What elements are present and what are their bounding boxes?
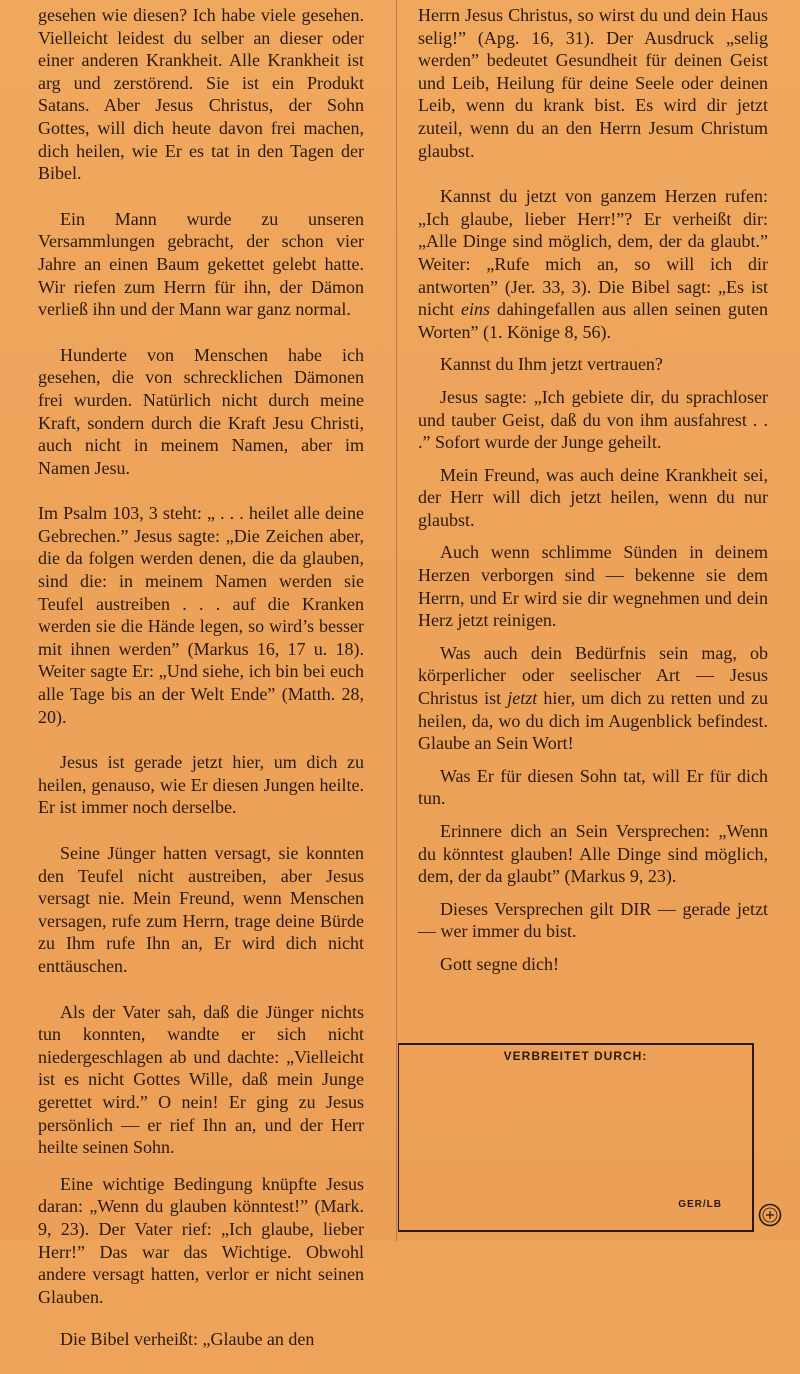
paragraph-text: dahingefallen aus allen seinen guten Worten” (1. Könige 8, 56).	[418, 299, 768, 342]
paragraph: Hunderte von Menschen habe ich gesehen, die von schrecklichen Dämonen frei wurden. Natürlich nicht durch meine Kraft, sondern durch die Kraft Jesu Christi, auch nicht in meinem Namen, aber im Namen Jesu.	[38, 344, 364, 478]
paragraph: Auch wenn schlimme Sünden in deinem Herzen verborgen sind — bekenne sie dem Herrn, und Er wird sie dir wegnehmen und dein Herz jetzt reinigen.	[418, 542, 768, 631]
emphasis: jetzt	[507, 688, 538, 709]
column-divider	[396, 0, 397, 1241]
paragraph-text: Was auch dein Bedürfnis sein mag, ob körperlicher oder seelischer Art — Jesus Christus ist	[418, 642, 768, 709]
right-column	[418, 4, 768, 986]
printer-seal-icon	[758, 1203, 782, 1227]
paragraph: Eine wichtige Bedingung knüpfte Jesus daran: „Wenn du glauben könntest!” (Mark. 9, 23). Der Vater rief: „Ich glaube, lieber Herr!” Das war das Wichtige. Obwohl andere versagt hatten, verlor er nicht seinen Glauben.	[38, 1173, 364, 1307]
paragraph: Ein Mann wurde zu unseren Versammlungen gebracht, der schon vier Jahre an einen Baum gekettet gelebt hatte. Wir riefen zum Herrn für ihn, der Dämon verließ ihn und der Mann war ganz normal.	[38, 208, 364, 320]
paragraph: Im Psalm 103, 3 steht: „ . . . heilet alle deine Gebrechen.” Jesus sagte: „Die Zeichen aber, die da folgen werden denen, die da glauben, sind die: in meinem Namen werden sie Teufel austreiben . . . auf die Kranken werden sie die Hände legen, so wird’s besser mit ihnen werden” (Markus 16, 17 u. 18). Weiter sagte Er: „Und siehe, ich bin bei euch alle Tage bis an der Welt Ende” (Matth. 28, 20).	[38, 503, 364, 727]
paragraph: gesehen wie diesen? Ich habe viele gesehen. Vielleicht leidest du selber an dieser oder einer anderen Krankheit. Alle Krankheit ist arg und zerstörend. Sie ist ein Produkt Satans. Aber Jesus Christus, der Sohn Gottes, will dich heute davon frei machen, dich heilen, wie Er es tat in den Tagen der Bibel.	[38, 5, 364, 184]
paragraph: Seine Jünger hatten versagt, sie konnten den Teufel nicht austreiben, aber Jesus versagt nie. Mein Freund, wenn Menschen versagen, rufe zum Herrn, trage deine Bürde zu Ihm rufe Ihn an, Er wird dich nicht enttäuschen.	[38, 843, 364, 976]
paragraph: Jesus sagte: „Ich gebiete dir, du sprachloser und tauber Geist, daß du von ihm ausfahrest . . .” Sofort wurde der Junge geheilt.	[418, 386, 768, 453]
paragraph-text: Kannst du jetzt von ganzem Herzen rufen: „Ich glaube, lieber Herr!”? Er verheißt dir: „Alle Dinge sind möglich, dem, der da glaubt.” Weiter: „Rufe mich an, so will ich dir antworten” (Jer. 33, 3). Die Bibel sagt: „Es ist nicht	[418, 186, 768, 320]
distribution-box	[398, 1043, 754, 1232]
paragraph: Gott segne dich!	[440, 953, 559, 974]
paragraph: Mein Freund, was auch deine Krankheit sei, der Herr will dich jetzt heilen, wenn du nur glaubst.	[418, 464, 768, 530]
paragraph: Was Er für diesen Sohn tat, will Er für dich tun.	[418, 765, 768, 809]
emphasis: eins	[461, 299, 491, 320]
paragraph: Als der Vater sah, daß die Jünger nichts tun konnten, wandte er sich nicht niedergeschlagen ab und dachte: „Vielleicht ist es nicht Gottes Wille, daß mein Junge gerettet wird.” O nein! Er ging zu Jesus persönlich — er rief Ihn an, und der Herr heilte seinen Sohn.	[38, 1001, 364, 1158]
left-column	[38, 4, 364, 1374]
paragraph-text: hier, um dich zu retten und zu heilen, da, wo du dich im Augenblick befindest. Glaube an Sein Wort!	[418, 688, 768, 754]
paragraph: Jesus ist gerade jetzt hier, um dich zu heilen, genauso, wie Er diesen Jungen heilte. Er ist immer noch derselbe.	[38, 752, 364, 818]
paragraph	[418, 642, 768, 755]
paragraph: Erinnere dich an Sein Versprechen: „Wenn du könntest glauben! Alle Dinge sind möglich, dem, der da glaubt” (Markus 9, 23).	[418, 821, 768, 887]
publication-code: GER/LB	[678, 1199, 722, 1210]
paragraph: Die Bibel verheißt: „Glaube an den	[60, 1329, 315, 1350]
distribution-box-title: VERBREITET DURCH:	[503, 1049, 648, 1063]
paragraph: Dieses Versprechen gilt DIR — gerade jetzt — wer immer du bist.	[418, 898, 768, 942]
paragraph: Kannst du Ihm jetzt vertrauen?	[440, 354, 663, 375]
paragraph	[418, 185, 768, 343]
paragraph: Herrn Jesus Christus, so wirst du und dein Haus selig!” (Apg. 16, 31). Der Ausdruck „selig werden” bedeutet Gesundheit für deinen Geist und Leib, Heilung für deine Seele oder deinen Leib, wenn du krank bist. Es wird dir jetzt zuteil, wenn du an den Herrn Jesum Christum glaubst.	[418, 5, 768, 161]
